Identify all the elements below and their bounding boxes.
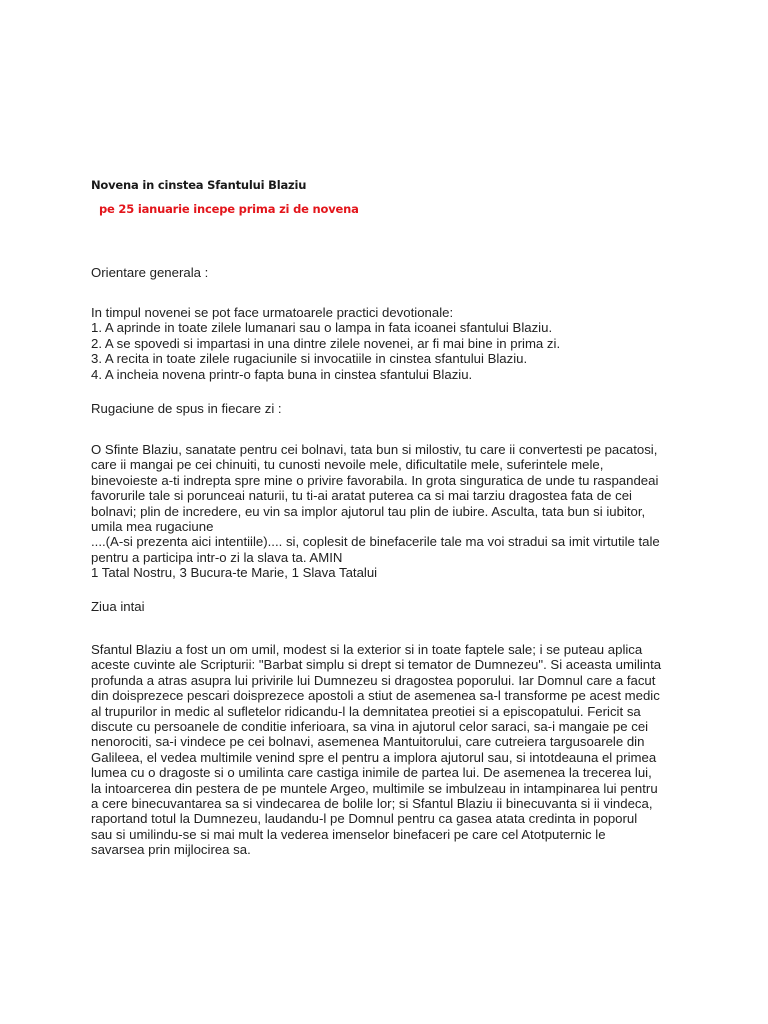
day-line: raportand totul la Dumnezeu, laudandu-l pe Domnul pentru ca gasea atata credinta in poporul xyxy=(91,811,638,827)
day-line: din doisprezece pescari doisprezece apostoli a stiut de asemenea sa-l transforme pe acest medic xyxy=(91,688,660,704)
prayer-line: care ii mangai pe cei chinuiti, tu cunosti nevoile mele, dificultatile mele, suferintele mele, xyxy=(91,457,604,473)
day-line: discute cu persoanele de conditie inferioara, sa vina in ajutorul celor saraci, sa-i mangaie pe cei xyxy=(91,719,649,735)
prayer-line: umila mea rugaciune xyxy=(91,519,214,535)
prayer-line: ....(A-si prezenta aici intentiile).... si, coplesit de binefacerile tale ma voi stradui sa imit virtutile tale xyxy=(91,534,660,550)
practice-item: 2. A se spovedi si impartasi in una dintre zilele novenei, ar fi mai bine in prima zi. xyxy=(91,335,561,351)
practices-intro: In timpul novenei se pot face urmatoarele practici devotionale: xyxy=(91,305,454,320)
prayer-line: binevoieste a-ti indrepta spre mine o privire favorabila. In grota singuratica de unde tu raspandeai xyxy=(91,472,659,488)
practice-item: 3. A recita in toate zilele rugaciunile si invocatiile in cinstea sfantului Blaziu. xyxy=(91,351,528,367)
day-line: profunda a atras asupra lui privirile lui Dumnezeu si dragostea poporului. Iar Domnul care a facut xyxy=(91,672,656,688)
day-line: Sfantul Blaziu a fost un om umil, modest si la exterior si in toate faptele sale; i se puteau aplica xyxy=(91,642,643,657)
prayer-line: pentru a participa intr-o zi la slava ta. AMIN xyxy=(91,549,343,565)
document-title: Novena in cinstea Sfantului Blaziu xyxy=(91,178,307,192)
practice-item: 1. A aprinde in toate zilele lumanari sau o lampa in fata icoanei sfantului Blaziu. xyxy=(91,320,553,336)
day-line: lumea cu o dragoste si o umilinta care castiga inimile de partea lui. De asemenea la trecerea lui, xyxy=(91,765,652,781)
prayer-line: O Sfinte Blaziu, sanatate pentru cei bolnavi, tata bun si milostiv, tu care ii convertesti pe pacatosi, xyxy=(91,442,658,457)
prayer-line: bolnavi; plin de incredere, eu vin sa implor ajutorul tau plin de iubire. Asculta, tata bun si iubitor, xyxy=(91,503,646,519)
day-line: Galileea, el vedea multimile venind spre el pentru a implora ajutorul sau, si intotdeauna el primea xyxy=(91,749,657,765)
day-line: nenorociti, sa-i vindece pe cei bolnavi, asemenea Mantuitorului, care cutreiera targusoarele din xyxy=(91,734,645,750)
day-text xyxy=(91,642,661,858)
day-line: aceste cuvinte ale Scripturii: "Barbat simplu si drept si temator de Dumnezeu". Si aceasta umilinta xyxy=(91,657,662,673)
prayer-line: 1 Tatal Nostru, 3 Bucura-te Marie, 1 Slava Tatalui xyxy=(91,565,378,581)
prayer-text xyxy=(91,442,660,581)
document-subtitle: pe 25 ianuarie incepe prima zi de novena xyxy=(99,202,359,216)
practice-item: 4. A incheia novena printr-o fapta buna in cinstea sfantului Blaziu. xyxy=(91,366,473,382)
practices-list xyxy=(91,305,560,382)
orientation-heading: Orientare generala : xyxy=(91,265,209,280)
day-line: savarsea prin mijlocirea sa. xyxy=(91,842,251,858)
prayer-line: favorurile tale si porunceai naturii, tu ti-ai aratat puterea ca si mai tarziu dragostea fata de cei xyxy=(91,488,632,504)
day-line: a cere binecuvantarea sa si vindecarea de bolile lor; si Sfantul Blaziu ii binecuvanta si ii vindeca, xyxy=(91,796,653,812)
day-line: la intoarcerea din pestera de pe muntele Argeo, multimile se imbulzeau in intampinarea lui pentru xyxy=(91,780,658,796)
day-line: al trupurilor in medic al sufletelor ridicandu-l la demnitatea preotiei si a episcopatului. Fericit sa xyxy=(91,703,641,719)
prayer-heading: Rugaciune de spus in fiecare zi : xyxy=(91,401,282,416)
day-line: sau si umilindu-se si mai mult la vederea imenselor binefaceri pe care cel Atotputernic le xyxy=(91,826,606,842)
day-heading: Ziua intai xyxy=(91,599,145,614)
